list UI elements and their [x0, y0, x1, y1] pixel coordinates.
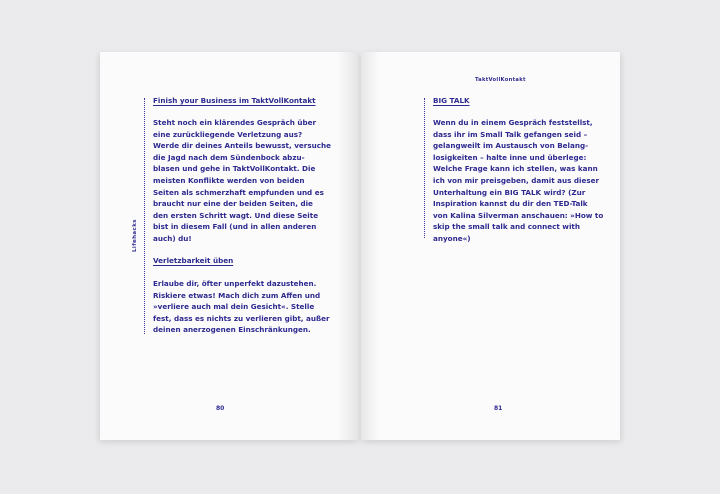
page-number: 81 [494, 405, 503, 412]
left-page [100, 52, 359, 440]
heading-finish-business: Finish your Business im TaktVollKontakt [153, 96, 316, 105]
gutter-shadow [337, 52, 359, 440]
paragraph-finish-business: Steht noch ein klärendes Gespräch über eine zurückliegende Verletzung aus? Werde dir deines Anteils bewusst, versuche die Jagd nach dem Sündenbock abzu- blasen und gehe in TaktVollKontakt. Die meisten Konflikte werden von beiden Seiten als schmerzhaft empfunden und es braucht nur eine der beiden Seiten, die den ersten Schritt wagt. Und diese Seite bist in diesem Fall (und in allen anderen auch) du! [153, 118, 331, 243]
right-page [361, 52, 620, 440]
section-label: Lifehacks [132, 219, 138, 252]
open-book [100, 52, 620, 440]
paragraph-big-talk: Wenn du in einem Gespräch feststellst, dass ihr im Small Talk gefangen seid – gelangweilt im Austausch von Belang- losigkeiten – halte inne und überlege: Welche Frage kann ich stellen, was kann ich von mir preisgeben, damit aus dieser Unterhaltung ein BIG TALK wird? (Zur Inspiration kannst du dir den TED-Talk von Kalina Silverman anschauen: »How to skip the small talk and connect with anyone«) [433, 118, 604, 243]
heading-big-talk: BIG TALK [433, 96, 470, 105]
dotted-rule [424, 98, 425, 238]
paragraph-verletzbarkeit: Erlaube dir, öfter unperfekt dazustehen. Riskiere etwas! Mach dich zum Affen und »verliere auch mal dein Gesicht«. Stelle fest, dass es nichts zu verlieren gibt, außer deinen anerzogenen Einschränkungen. [153, 279, 330, 335]
running-head: TaktVollKontakt [475, 77, 526, 83]
page-number: 80 [216, 405, 225, 412]
dotted-rule [144, 98, 145, 334]
heading-verletzbarkeit: Verletzbarkeit üben [153, 256, 234, 265]
gutter-shadow [361, 52, 379, 440]
